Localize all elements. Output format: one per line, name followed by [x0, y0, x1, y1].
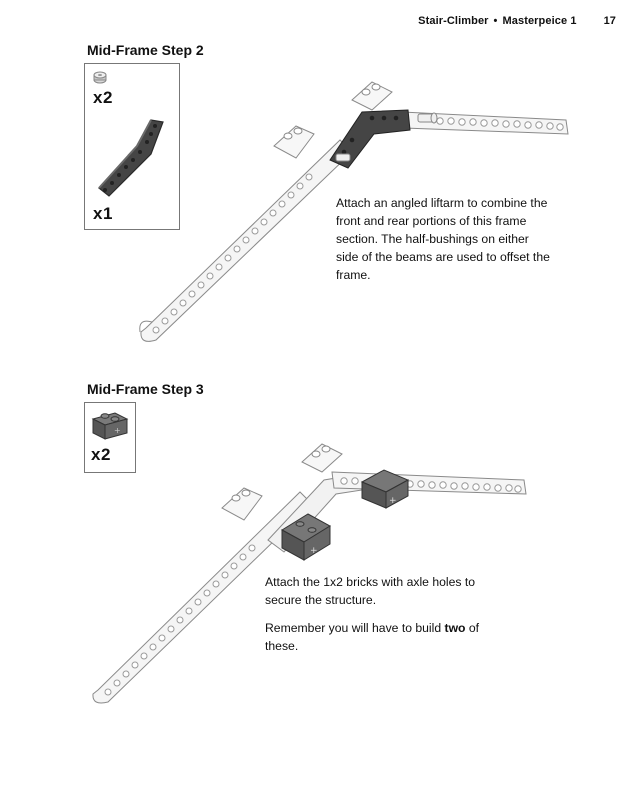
step2-title: Mid-Frame Step 2 [87, 42, 204, 58]
page-number: 17 [603, 15, 616, 27]
book-title: Stair-Climber [418, 15, 489, 27]
step3-plate-top [302, 444, 342, 472]
reminder-emphasis: two [444, 621, 466, 635]
step3-top-beam [332, 472, 526, 494]
liftarm-quantity: x1 [93, 204, 113, 223]
brick-quantity: x2 [91, 445, 111, 464]
chapter-title: Masterpeice 1 [502, 15, 577, 27]
step2-instructions: Attach an angled liftarm to combine the front and rear portions of this frame section. The half-bushings on either side of the beams are used to offset the frame. [336, 196, 550, 282]
step3-reminder [265, 619, 485, 655]
reminder-prefix: Remember you will have to build [265, 621, 445, 635]
step3-title: Mid-Frame Step 3 [87, 381, 204, 397]
svg-text:+: + [114, 426, 121, 435]
reminder-suffix: of these. [265, 621, 480, 653]
svg-text:+: + [389, 496, 397, 506]
half-bushing-quantity: x2 [93, 88, 113, 107]
step3-instructions: Attach the 1x2 bricks with axle holes to secure the structure. [265, 575, 476, 607]
header-separator: • [493, 15, 498, 27]
svg-text:+: + [310, 546, 318, 556]
step3-plate-left [222, 488, 262, 520]
